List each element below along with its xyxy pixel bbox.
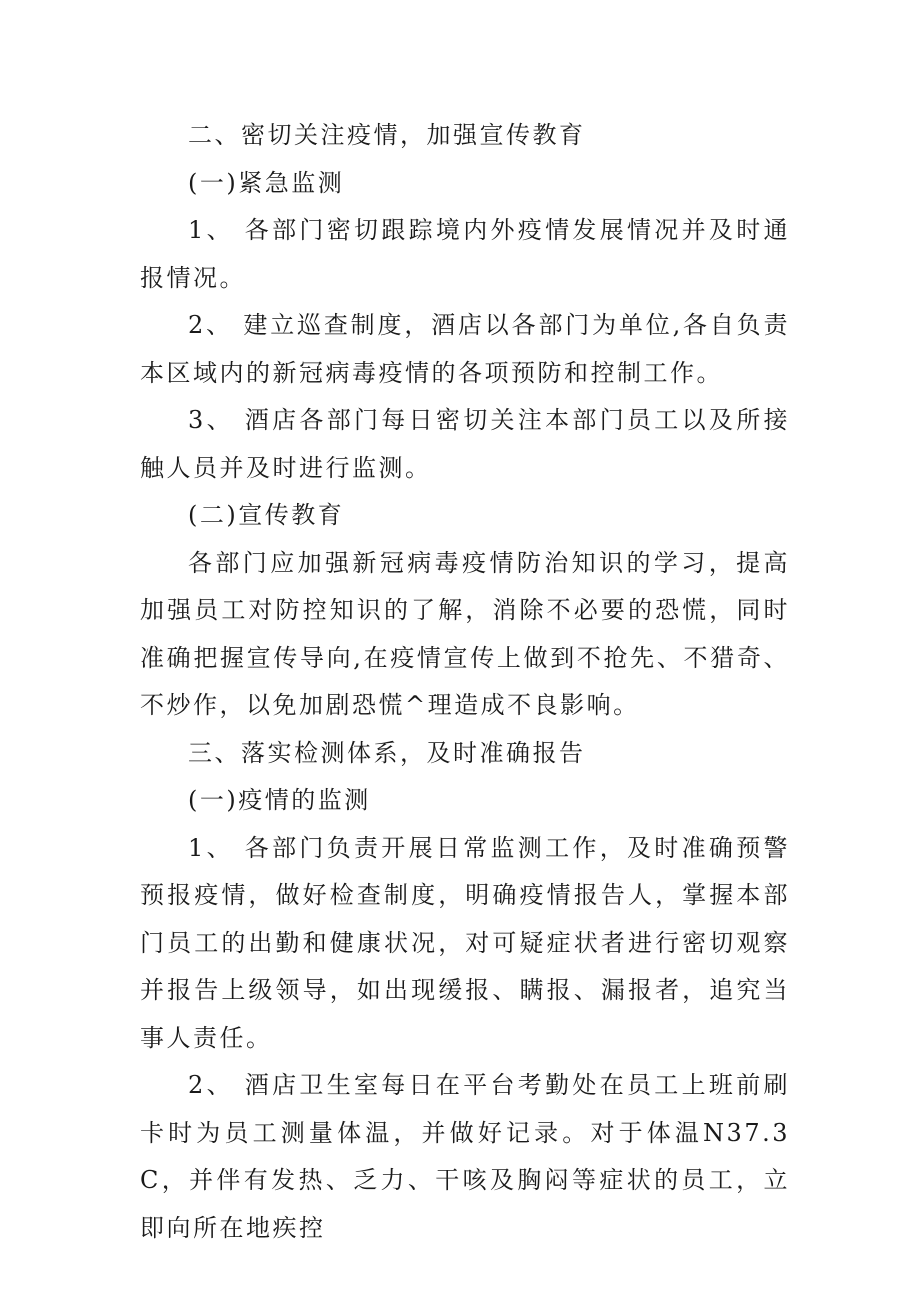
paragraph-publicity: 各部门应加强新冠病毒疫情防治知识的学习，提高加强员工对防控知识的了解，消除不必要的恐慌，同时准确把握宣传导向,在疫情宣传上做到不抢先、不猎奇、不炒作，以免加剧恐慌^理造成不良影响。	[140, 548, 790, 719]
document-body	[140, 112, 790, 1252]
paragraph-monitoring-1: 1、 各部门负责开展日常监测工作，及时准确预警预报疫情，做好检查制度，明确疫情报告人，掌握本部门员工的出勤和健康状况，对可疑症状者进行密切观察并报告上级领导，如出现缓报、瞒报、漏报者，追究当事人责任。	[140, 833, 790, 1052]
paragraph-item-1: 1、 各部门密切跟踪境内外疫情发展情况并及时通报情况。	[140, 216, 790, 292]
paragraph-item-2: 2、 建立巡查制度，酒店以各部门为单位,各自负责本区域内的新冠病毒疫情的各项预防和控制工作。	[140, 311, 790, 387]
subsection-heading-epidemic-monitoring: (一)疫情的监测	[188, 786, 371, 814]
paragraph-item-3: 3、 酒店各部门每日密切关注本部门员工以及所接触人员并及时进行监测。	[140, 406, 790, 482]
section-heading-3: 三、落实检测体系，及时准确报告	[188, 738, 586, 767]
subsection-heading-emergency-monitoring: (一)紧急监测	[188, 168, 345, 197]
subsection-heading-publicity-education: (二)宣传教育	[188, 501, 345, 529]
section-heading-2: 二、密切关注疫情，加强宣传教育	[188, 121, 586, 149]
paragraph-monitoring-2: 2、 酒店卫生室每日在平台考勤处在员工上班前刷卡时为员工测量体温，并做好记录。对于体温N37.3C，并伴有发热、乏力、干咳及胸闷等症状的员工，立即向所在地疾控	[140, 1071, 790, 1242]
